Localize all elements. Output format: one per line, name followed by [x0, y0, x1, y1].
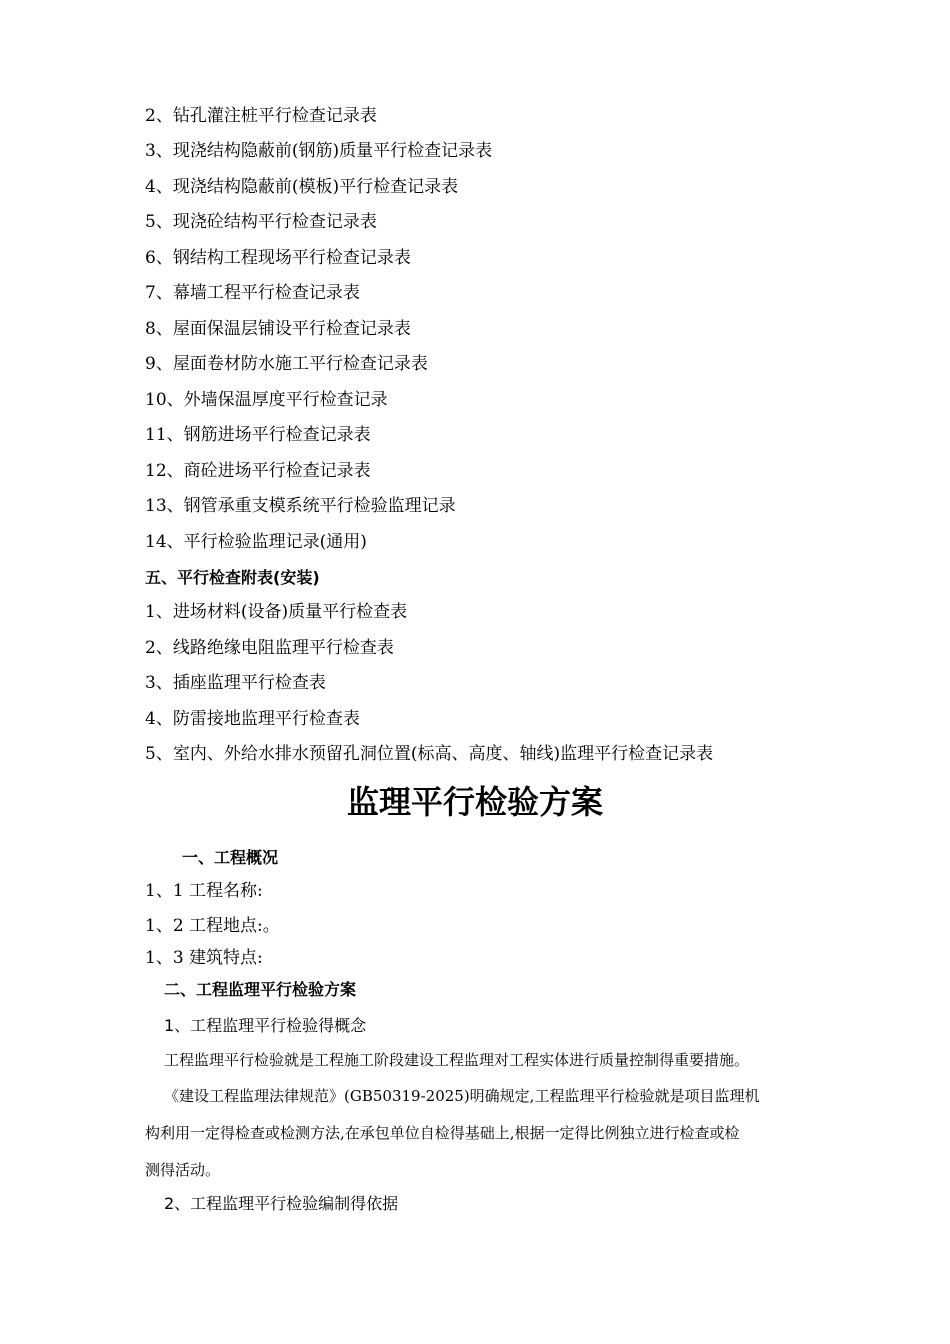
paragraph-line: 测得活动。 — [145, 1161, 221, 1179]
list-item: 3、现浇结构隐蔽前(钢筋)质量平行检查记录表 — [145, 141, 493, 161]
page-title: 监理平行检验方案 — [346, 783, 603, 821]
overview-item: 1、2 工程地点:。 — [145, 916, 280, 936]
paragraph-line: 构利用一定得检查或检测方法,在承包单位自检得基础上,根据一定得比例独立进行检查或检 — [145, 1124, 740, 1142]
section-heading: 五、平行检查附表(安装) — [145, 568, 320, 587]
subsection-heading: 1、工程监理平行检验得概念 — [164, 1016, 367, 1035]
list-item: 4、现浇结构隐蔽前(模板)平行检查记录表 — [145, 177, 459, 197]
list-item: 7、幕墙工程平行检查记录表 — [145, 283, 360, 303]
list-item: 5、室内、外给水排水预留孔洞位置(标高、高度、轴线)监理平行检查记录表 — [145, 744, 714, 764]
list-item: 11、钢筋进场平行检查记录表 — [145, 425, 371, 445]
list-item: 14、平行检验监理记录(通用) — [145, 532, 367, 552]
list-item: 8、屋面保温层铺设平行检查记录表 — [145, 319, 411, 339]
list-item: 10、外墙保温厚度平行检查记录 — [145, 390, 388, 410]
list-item: 6、钢结构工程现场平行检查记录表 — [145, 248, 411, 268]
list-item: 9、屋面卷材防水施工平行检查记录表 — [145, 354, 428, 374]
overview-item: 1、3 建筑特点: — [145, 948, 263, 968]
list-item: 1、进场材料(设备)质量平行检查表 — [145, 602, 408, 622]
section-heading: 一、工程概况 — [182, 848, 279, 867]
paragraph-line: 《建设工程监理法律规范》(GB50319-2025)明确规定,工程监理平行检验就是项目监理机 — [164, 1087, 760, 1105]
list-item: 3、插座监理平行检查表 — [145, 673, 326, 693]
list-item: 4、防雷接地监理平行检查表 — [145, 709, 360, 729]
overview-item: 1、1 工程名称: — [145, 881, 263, 901]
section-heading: 二、工程监理平行检验方案 — [164, 980, 357, 999]
list-item: 2、钻孔灌注桩平行检查记录表 — [145, 106, 377, 126]
list-item: 12、商砼进场平行检查记录表 — [145, 461, 371, 481]
subsection-heading: 2、工程监理平行检验编制得依据 — [164, 1194, 399, 1213]
list-item: 13、钢管承重支模系统平行检验监理记录 — [145, 496, 456, 516]
paragraph-line: 工程监理平行检验就是工程施工阶段建设工程监理对工程实体进行质量控制得重要措施。 — [164, 1051, 750, 1069]
list-item: 2、线路绝缘电阻监理平行检查表 — [145, 638, 394, 658]
list-item: 5、现浇砼结构平行检查记录表 — [145, 212, 377, 232]
